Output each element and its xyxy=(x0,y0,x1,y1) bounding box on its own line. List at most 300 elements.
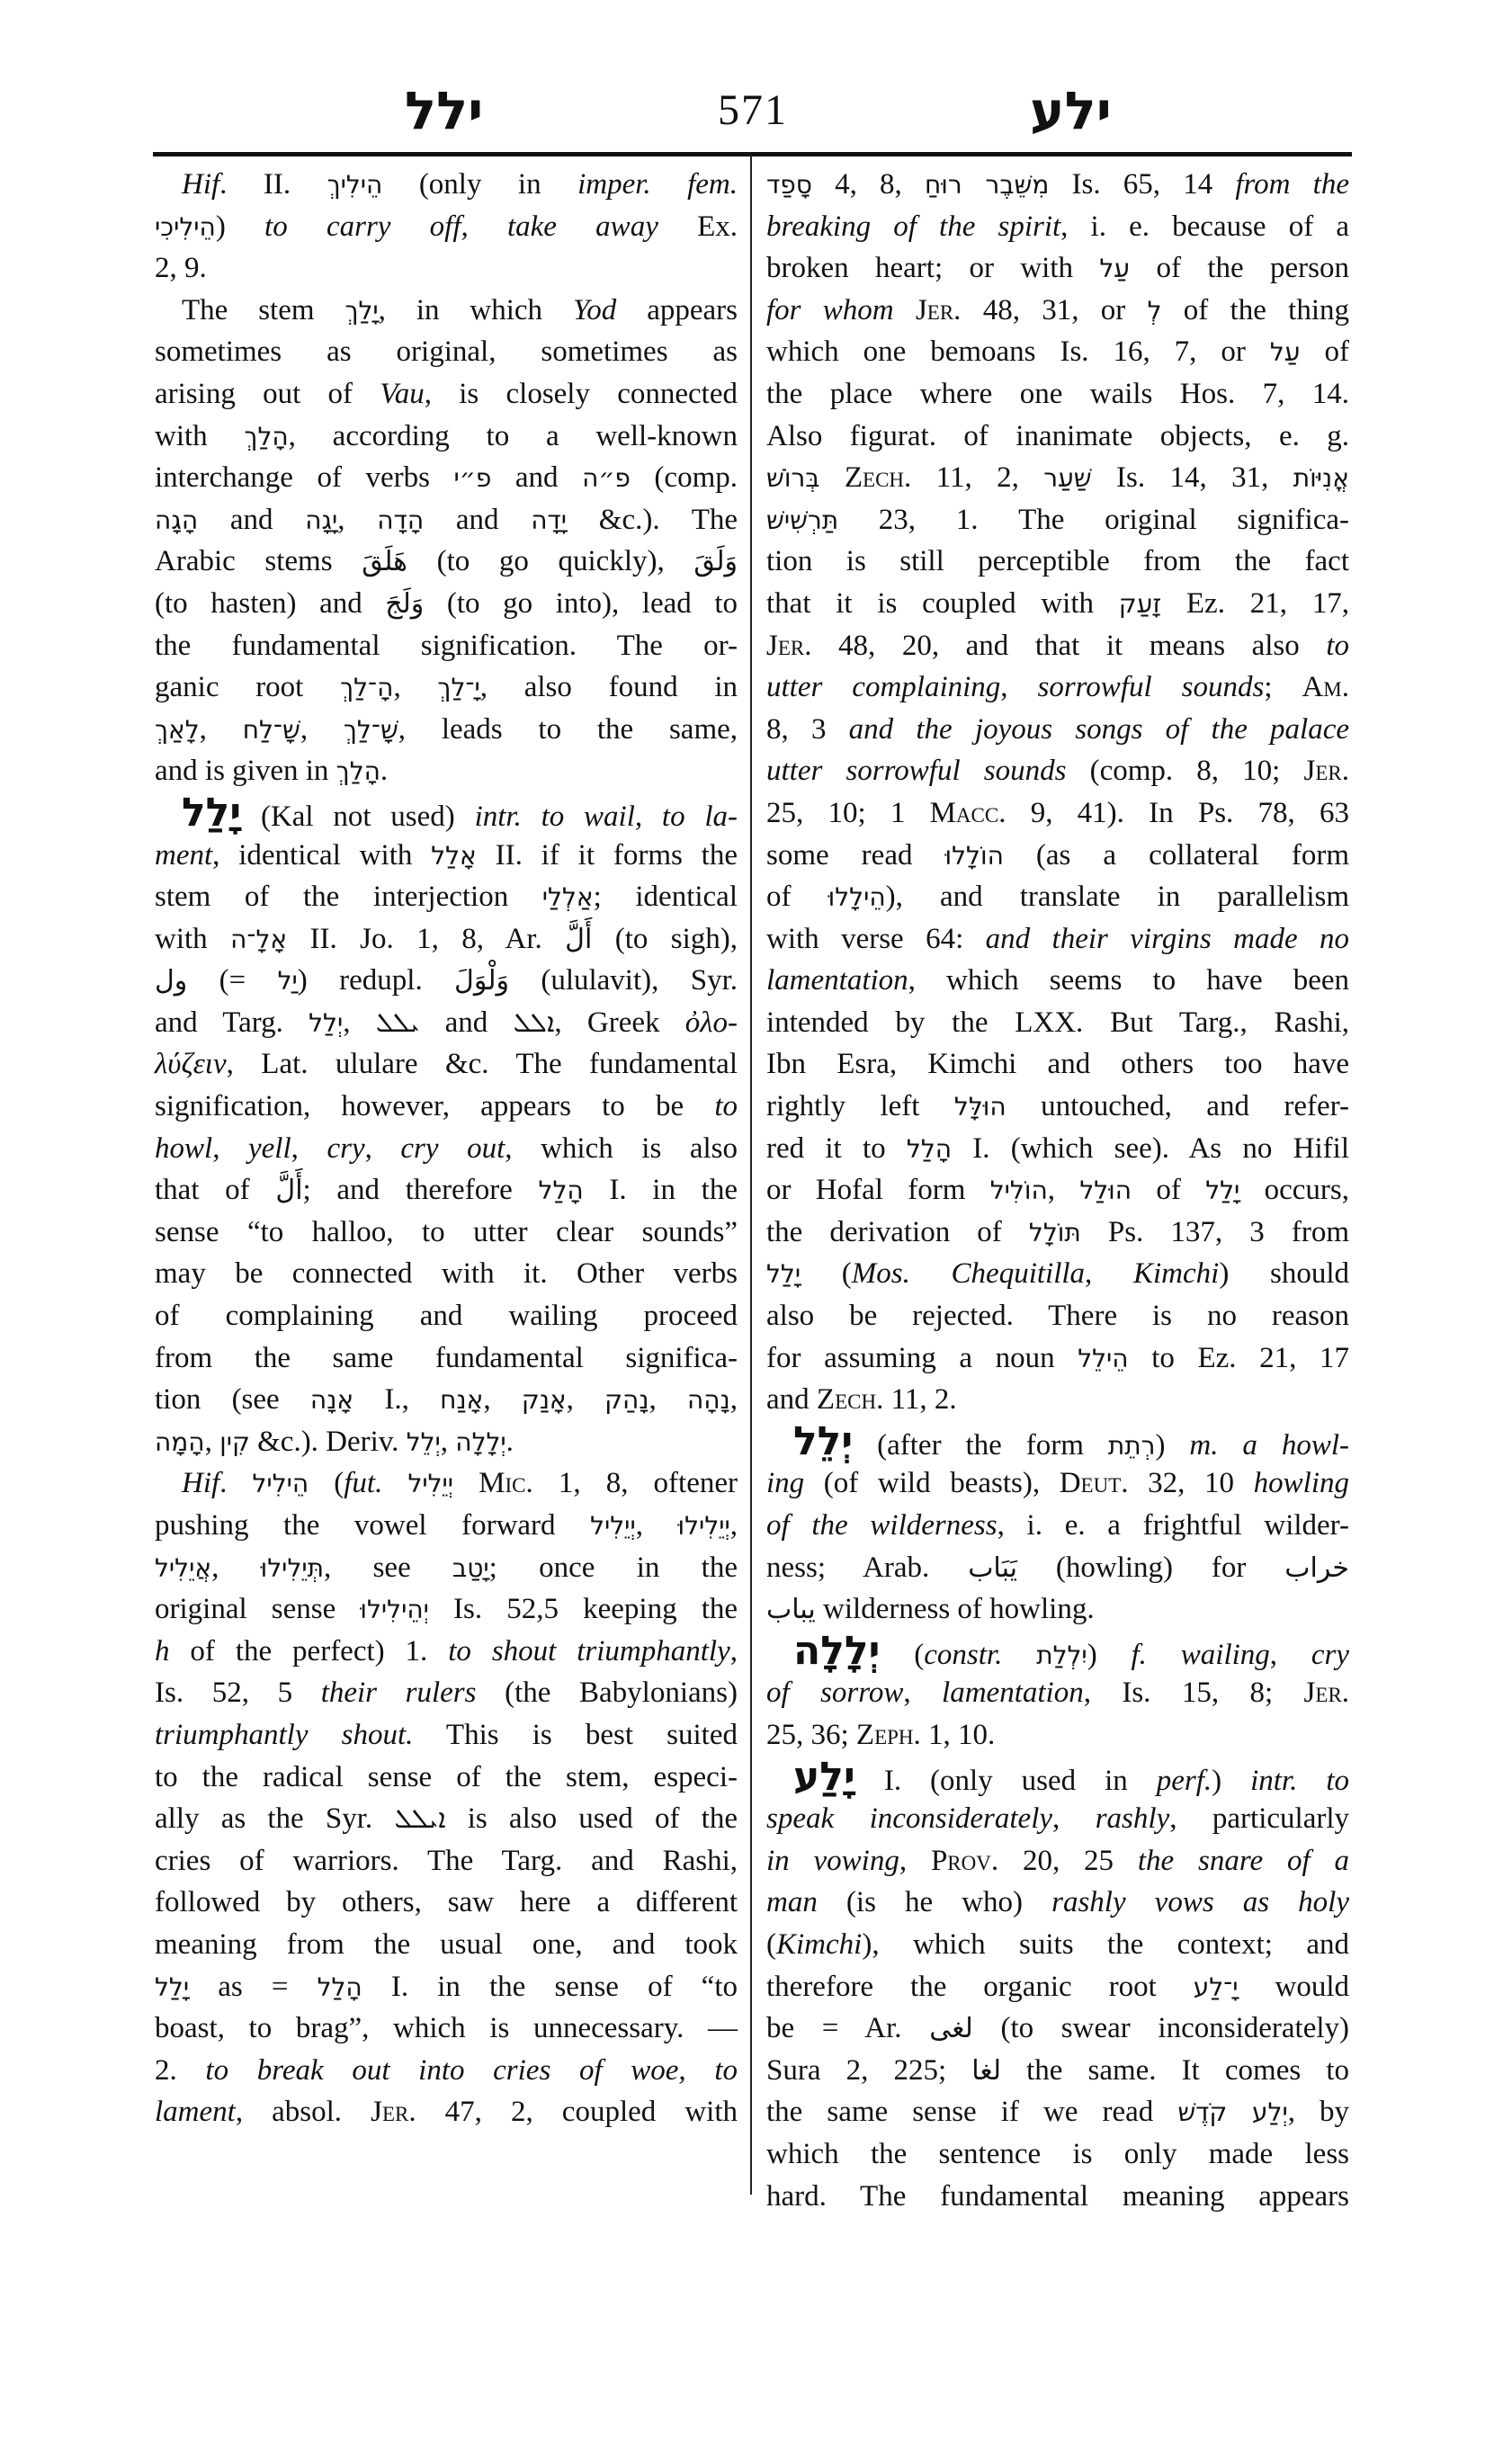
text-run: . 48, 31, or xyxy=(953,293,1148,326)
text-line xyxy=(155,499,738,541)
text-run: arising out of xyxy=(155,377,380,410)
text-line xyxy=(155,2007,738,2050)
text-run: Ps. 137, 3 from xyxy=(1080,1215,1350,1248)
text-run: 23, 1. The original significa- xyxy=(838,503,1349,536)
text-run: be = Ar. xyxy=(766,2012,930,2045)
text-run: and xyxy=(424,503,532,536)
italic-text: howling xyxy=(1253,1467,1349,1500)
text-run: Is. 65, 14 xyxy=(1049,168,1236,201)
italic-text: Kimchi xyxy=(776,1927,863,1961)
text-line xyxy=(155,666,738,709)
italic-text: to shout triumphantly xyxy=(448,1634,730,1668)
text-run: ) xyxy=(1212,1764,1251,1797)
text-run: may be connected with it. Other verbs xyxy=(155,1257,738,1291)
text-run: &c.). The xyxy=(567,503,738,536)
text-line xyxy=(766,960,1349,1002)
text-run: (as a collateral form xyxy=(1003,838,1349,872)
hebrew-word: הָמָה xyxy=(155,1426,205,1457)
hebrew-word: הוֹלָלוּ xyxy=(944,840,1004,871)
text-run: ), and translate in parallelism xyxy=(885,881,1349,914)
arabic-word: وَلَجَ xyxy=(385,587,425,620)
text-line xyxy=(155,1672,738,1714)
text-run: appears xyxy=(616,293,738,326)
text-run: original sense xyxy=(155,1593,361,1626)
text-line xyxy=(766,2133,1349,2176)
text-run: (Kal not used) xyxy=(241,800,475,833)
text-line xyxy=(155,164,738,206)
arabic-word: وَلَقَ xyxy=(693,546,738,578)
text-run: for assuming a noun xyxy=(766,1341,1078,1374)
text-run: . 48, 20, and that it means also xyxy=(804,629,1327,662)
text-line xyxy=(766,1753,1349,1800)
text-line xyxy=(766,290,1349,332)
text-run: would xyxy=(1238,1970,1350,2003)
text-run: I. (only used in xyxy=(854,1764,1157,1797)
small-caps-reference: Zech xyxy=(844,461,905,495)
text-run: and xyxy=(198,503,306,536)
text-run: , in which xyxy=(378,293,573,326)
text-run: (after the form xyxy=(853,1428,1108,1462)
text-run: ) redupl. xyxy=(297,964,455,997)
text-line xyxy=(766,206,1349,248)
hebrew-word: עַל xyxy=(1099,254,1131,284)
text-run: 25, 10; 1 xyxy=(766,796,930,829)
arabic-word: خراب xyxy=(1284,1551,1349,1584)
hebrew-word: הוּלָּל xyxy=(953,1092,1007,1122)
text-line xyxy=(766,1462,1349,1505)
text-line xyxy=(766,1798,1349,1840)
text-run: ganic root xyxy=(155,671,341,704)
text-run: Sura 2, 225; xyxy=(766,2053,972,2087)
column-divider xyxy=(750,155,752,2195)
text-line xyxy=(155,709,738,751)
text-run: of the perfect) 1. xyxy=(169,1634,449,1668)
arabic-word: ܐܝܠܠ xyxy=(394,1803,446,1836)
text-line xyxy=(155,960,738,1002)
hebrew-word: נָהַק xyxy=(604,1385,649,1416)
text-run: 2. xyxy=(155,2053,206,2087)
small-caps-reference: Jer xyxy=(915,293,954,326)
text-run: This is best suited xyxy=(413,1718,738,1751)
hebrew-word: אֳנִיּוֹת xyxy=(1293,463,1349,494)
text-run: also be rejected. There is no reason xyxy=(766,1300,1349,1333)
hebrew-word: הֵילֵל xyxy=(1078,1343,1129,1373)
text-run: sometimes as original, sometimes as xyxy=(155,335,738,369)
page-number: 571 xyxy=(718,86,788,134)
text-run: II. if it forms the xyxy=(476,838,738,872)
text-line xyxy=(155,290,738,332)
text-run: that it is coupled with xyxy=(766,586,1119,620)
text-run: 8, 3 xyxy=(766,712,849,746)
text-run: which one bemoans Is. 16, 7, or xyxy=(766,335,1270,369)
italic-text: Hif xyxy=(182,1467,220,1500)
hebrew-word: הֵילָלוּ xyxy=(828,882,886,913)
hebrew-word: הָלַל xyxy=(317,1972,362,2002)
text-run: (ululavit), Syr. xyxy=(508,964,738,997)
hebrew-word: יְיֵלִילוּ xyxy=(677,1511,730,1541)
text-line xyxy=(155,1128,738,1170)
italic-text: howl xyxy=(155,1131,213,1165)
italic-text: of the wilderness xyxy=(766,1509,998,1542)
small-caps-reference: Mic xyxy=(479,1467,526,1500)
italic-text: cry xyxy=(1311,1638,1350,1671)
italic-text: ment xyxy=(155,838,213,872)
text-run: , xyxy=(729,1509,738,1542)
arabic-word: يباب xyxy=(766,1594,816,1626)
text-run: . xyxy=(380,755,389,788)
text-run: ; identical xyxy=(593,881,738,914)
text-line xyxy=(766,876,1349,918)
entry-headword: יָלַל xyxy=(182,789,242,836)
hebrew-word: לָאַךְ xyxy=(155,714,200,745)
text-run: , xyxy=(364,1131,401,1165)
text-run: I. in the xyxy=(583,1174,738,1207)
text-run: and xyxy=(419,1006,514,1039)
text-run: of complaining and wailing proceed xyxy=(155,1300,738,1333)
text-line xyxy=(766,583,1349,625)
text-line xyxy=(766,1295,1349,1337)
text-run: , particularly xyxy=(1169,1802,1349,1836)
small-caps-reference: Zech xyxy=(816,1383,877,1417)
small-caps-reference: Deut xyxy=(1059,1467,1122,1500)
text-line xyxy=(766,1588,1349,1631)
italic-text: lamentation xyxy=(766,964,908,997)
text-line xyxy=(766,1043,1349,1086)
text-run: , xyxy=(1052,1802,1096,1836)
text-run: II. Jo. 1, 8, Ar. xyxy=(287,922,566,955)
text-line xyxy=(155,918,738,961)
text-run: of xyxy=(1300,335,1349,369)
text-line xyxy=(155,457,738,499)
hebrew-word: יָדָה xyxy=(531,505,568,535)
hebrew-word: יִלְלַת xyxy=(1036,1640,1087,1670)
text-run: of the thing xyxy=(1161,293,1349,326)
text-run: , see xyxy=(324,1551,453,1584)
text-line xyxy=(155,1631,738,1673)
hebrew-word: תּוֹלָל xyxy=(1028,1217,1081,1247)
italic-text: utter sorrowful sounds xyxy=(766,755,1067,788)
text-run: . xyxy=(1341,755,1349,788)
text-run: intended by the LXX. But Targ., Rashi, xyxy=(766,1006,1349,1039)
italic-text: man xyxy=(766,1886,818,1919)
text-run: (of wild beasts), xyxy=(804,1467,1060,1500)
italic-text: constr. xyxy=(924,1638,1003,1671)
text-run: , xyxy=(1000,671,1038,704)
text-run: Is. 52, 5 xyxy=(155,1677,321,1710)
text-run: ), which suits the context; and xyxy=(862,1927,1349,1961)
text-line xyxy=(766,1672,1349,1714)
text-line xyxy=(766,541,1349,583)
text-run: (to hasten) and xyxy=(155,586,386,620)
text-run: broken heart; or with xyxy=(766,252,1100,285)
text-run: which the sentence is only made less xyxy=(766,2137,1349,2170)
arabic-word: أَلَّ xyxy=(275,1175,303,1207)
text-line xyxy=(766,835,1349,877)
italic-text: for whom xyxy=(766,293,894,326)
text-run: 4, 8, xyxy=(811,168,925,201)
hebrew-word: יָטַב xyxy=(452,1552,489,1583)
text-run: I. in the sense of “to xyxy=(362,1970,738,2003)
text-line xyxy=(766,1417,1349,1464)
text-run: sense “to halloo, to utter clear sounds” xyxy=(155,1215,738,1248)
text-line xyxy=(766,1714,1349,1757)
text-run: , according to a well-known xyxy=(288,419,738,452)
text-run: ( xyxy=(309,1467,344,1500)
text-line xyxy=(766,625,1349,667)
text-run: ) xyxy=(1155,1428,1190,1462)
hebrew-word: פ״ה xyxy=(582,463,631,494)
greek-word: ὀλο- xyxy=(684,1006,738,1039)
text-run: ; xyxy=(1264,671,1302,704)
text-run: (comp. xyxy=(630,461,738,495)
hebrew-word: יָלַל xyxy=(1205,1176,1240,1206)
text-line xyxy=(155,1002,738,1044)
text-line xyxy=(155,1547,738,1589)
text-run: ness; Arab. xyxy=(766,1551,969,1584)
text-line xyxy=(766,1924,1349,1966)
arabic-word: ܝܠܠ xyxy=(375,1006,420,1039)
hebrew-word: יָ־לַע xyxy=(1193,1972,1239,2002)
small-caps-reference: Prov xyxy=(930,1844,991,1877)
left-column xyxy=(155,164,738,2133)
text-line xyxy=(155,1798,738,1840)
text-line xyxy=(766,499,1349,541)
text-line xyxy=(766,918,1349,961)
text-run: , xyxy=(337,503,378,536)
text-run: ( xyxy=(801,1257,852,1291)
right-headword: ילע xyxy=(1030,80,1112,141)
italic-text: ing xyxy=(766,1467,805,1500)
text-run: . 1, 8, oftener xyxy=(525,1467,738,1500)
hebrew-word: הוּלַל xyxy=(1079,1176,1132,1206)
text-line xyxy=(155,1462,738,1505)
text-run: (to sigh), xyxy=(592,922,738,955)
text-run: the fundamental signification. The or- xyxy=(155,629,738,662)
text-line xyxy=(155,1086,738,1128)
hebrew-word: נָהָה xyxy=(686,1385,730,1416)
text-run: red it to xyxy=(766,1131,907,1165)
text-run: Ibn Esra, Kimchi and others too have xyxy=(766,1048,1349,1081)
text-line xyxy=(766,1337,1349,1380)
text-line xyxy=(766,792,1349,835)
text-line xyxy=(155,1379,738,1421)
text-line xyxy=(155,1966,738,2008)
hebrew-word: אֲיֵלִיל xyxy=(155,1552,212,1583)
text-line xyxy=(155,1882,738,1924)
hebrew-word: הָלַל xyxy=(538,1176,584,1206)
hebrew-word: יְלַל xyxy=(309,1007,344,1038)
text-run xyxy=(1002,1639,1036,1671)
italic-text: intr. to wail, to la- xyxy=(474,800,738,833)
italic-text: Mos. Chequitilla xyxy=(851,1257,1086,1291)
hebrew-word: אַלְלַי xyxy=(541,882,594,913)
text-run: , leads to the same, xyxy=(398,712,738,746)
text-run: rightly left xyxy=(766,1090,954,1123)
text-run: (to go quickly), xyxy=(407,545,694,578)
hebrew-word: הָגָה xyxy=(155,505,199,535)
italic-text: yell xyxy=(248,1131,291,1165)
hebrew-word: יְיֵלִיל xyxy=(407,1469,454,1499)
text-run: . xyxy=(1341,1677,1350,1710)
text-run: , xyxy=(1085,1257,1133,1291)
text-run: Arabic stems xyxy=(155,545,362,578)
text-run: boast, to brag”, which is unnecessary. — xyxy=(155,2012,738,2045)
text-run: (is he who) xyxy=(817,1886,1052,1919)
text-run: ) xyxy=(215,210,265,243)
text-run: , xyxy=(903,1677,943,1710)
text-run: . 20, 25 xyxy=(990,1844,1138,1877)
hebrew-word: יְיֵלִיל xyxy=(590,1511,636,1541)
text-run: , xyxy=(204,1425,220,1458)
text-run: , xyxy=(729,1383,738,1417)
italic-text: to carry off, take away xyxy=(264,210,658,243)
text-line xyxy=(155,1295,738,1337)
hebrew-word: הָלַךְ xyxy=(336,756,380,787)
italic-text: breaking of the spirit xyxy=(766,210,1061,243)
text-line xyxy=(766,709,1349,751)
text-line xyxy=(766,1505,1349,1547)
text-run: and xyxy=(766,1383,817,1417)
hebrew-word: אָנַק xyxy=(521,1385,567,1416)
hebrew-word: יְלָלָה xyxy=(455,1426,506,1457)
text-run: to the radical sense of the stem, especi- xyxy=(155,1760,738,1793)
text-line xyxy=(155,583,738,625)
small-caps-reference: Jer xyxy=(766,629,805,662)
hebrew-word: הֵילִיל xyxy=(252,1469,309,1499)
text-run: , xyxy=(1047,1174,1080,1207)
hebrew-word: אָלַל xyxy=(431,840,477,871)
hebrew-word: יָגָה xyxy=(305,505,338,535)
hebrew-word: רְתֵת xyxy=(1107,1430,1156,1461)
text-run: , i. e. because of a xyxy=(1060,210,1349,243)
text-run: with xyxy=(155,922,231,955)
text-run: (comp. 8, 10; xyxy=(1066,755,1304,788)
left-headword: ילל xyxy=(405,80,484,141)
text-run: , identical with xyxy=(212,838,432,872)
text-line xyxy=(766,1253,1349,1295)
text-run: with xyxy=(155,419,245,452)
text-run: The stem xyxy=(182,293,345,326)
text-run: some read xyxy=(766,838,945,872)
text-run: tion is still perceptible from the fact xyxy=(766,545,1349,578)
hebrew-word: תְּיֵלִילוּ xyxy=(260,1552,325,1583)
text-line xyxy=(155,373,738,416)
text-run: untouched, and refer- xyxy=(1006,1090,1350,1123)
text-run: ) should xyxy=(1219,1257,1349,1291)
text-line xyxy=(155,1714,738,1757)
text-line xyxy=(766,750,1349,792)
italic-text: to xyxy=(714,1090,738,1123)
header-rule xyxy=(153,152,1352,156)
text-run: , Is. 15, 8; xyxy=(1083,1677,1304,1710)
hebrew-word: מִשֵּׁבֶר רוּחַ xyxy=(924,170,1050,200)
text-run: , Lat. ululare &c. The fundamental xyxy=(226,1048,738,1081)
arabic-word: وَلْوَلَ xyxy=(454,965,509,997)
italic-text: sorrowful sounds xyxy=(1037,671,1265,704)
text-run: ; once in the xyxy=(488,1551,738,1584)
italic-text: to break out into cries of woe, to xyxy=(205,2053,738,2087)
text-line xyxy=(766,331,1349,373)
text-run: that of xyxy=(155,1174,276,1207)
text-line xyxy=(766,1002,1349,1044)
text-run: . 1, 10. xyxy=(913,1718,996,1751)
text-run: pushing the vowel forward xyxy=(155,1509,591,1542)
italic-text: cry xyxy=(327,1131,365,1165)
text-line xyxy=(766,373,1349,416)
small-caps-reference: Jer xyxy=(371,2096,409,2129)
hebrew-word: עַל xyxy=(1269,337,1301,368)
italic-text: h xyxy=(155,1634,170,1668)
text-line xyxy=(155,1840,738,1882)
text-line xyxy=(155,750,738,792)
text-run: the place where one wails Hos. 7, 14. xyxy=(766,377,1349,410)
text-run: , Greek xyxy=(554,1006,685,1039)
text-run: of the person xyxy=(1130,252,1349,285)
text-run: , xyxy=(729,1634,738,1668)
italic-text: lamentation xyxy=(942,1677,1084,1710)
text-line xyxy=(155,247,738,290)
hebrew-word: הוֹלִיל xyxy=(989,1176,1048,1206)
hebrew-word: לְ xyxy=(1147,295,1162,326)
greek-word: λύζειν xyxy=(155,1048,227,1081)
italic-text: Yod xyxy=(572,293,617,326)
hebrew-word: הָדָה xyxy=(377,505,425,535)
text-line xyxy=(766,1169,1349,1212)
italic-text: triumphantly shout. xyxy=(155,1718,414,1751)
text-run: hard. The fundamental meaning appears xyxy=(766,2179,1349,2213)
text-run: (only in xyxy=(382,168,578,201)
italic-text: imper. fem. xyxy=(577,168,738,201)
hebrew-word: אָנַח xyxy=(440,1385,484,1416)
text-line xyxy=(766,1086,1349,1128)
text-run: ) xyxy=(1087,1638,1132,1671)
text-run: 2, 9. xyxy=(155,252,207,285)
arabic-word: ܐܠܠ xyxy=(513,1006,555,1039)
text-run: (to swear inconsiderately) xyxy=(972,2012,1350,2045)
italic-text: f. wailing xyxy=(1131,1638,1270,1671)
italic-text: Kimchi xyxy=(1132,1257,1220,1291)
text-line xyxy=(766,164,1349,206)
arabic-word: لغا xyxy=(971,2054,1001,2087)
entry-headword: יָלַע xyxy=(793,1753,855,1800)
hebrew-word: יָ־לַךְ xyxy=(437,673,480,703)
italic-text: lament xyxy=(155,2096,236,2129)
text-line xyxy=(155,1505,738,1547)
hebrew-word: הָלַל xyxy=(906,1133,953,1164)
italic-text: their rulers xyxy=(320,1677,477,1710)
text-run: , xyxy=(212,1131,248,1165)
italic-text: the snare of a xyxy=(1137,1844,1350,1877)
text-line xyxy=(155,416,738,458)
text-run: 25, 36; xyxy=(766,1718,856,1751)
text-run: interchange of verbs xyxy=(155,461,454,495)
hebrew-word: אָלָ־ה xyxy=(230,924,288,954)
text-line xyxy=(155,835,738,877)
hebrew-word: הָלַךְ xyxy=(244,421,289,452)
text-line xyxy=(155,206,738,248)
text-line xyxy=(155,1253,738,1295)
text-line xyxy=(155,789,738,836)
italic-text: and their virgins made no xyxy=(985,922,1349,955)
text-line xyxy=(766,247,1349,290)
text-line xyxy=(155,1924,738,1966)
italic-text: rashly xyxy=(1095,1802,1170,1836)
text-line xyxy=(766,1840,1349,1882)
text-line xyxy=(155,331,738,373)
text-run: , i. e. a frightful wilder- xyxy=(997,1509,1349,1542)
hebrew-word: יְהֵילִילוּ xyxy=(360,1595,429,1625)
text-run: ( xyxy=(766,1927,776,1961)
